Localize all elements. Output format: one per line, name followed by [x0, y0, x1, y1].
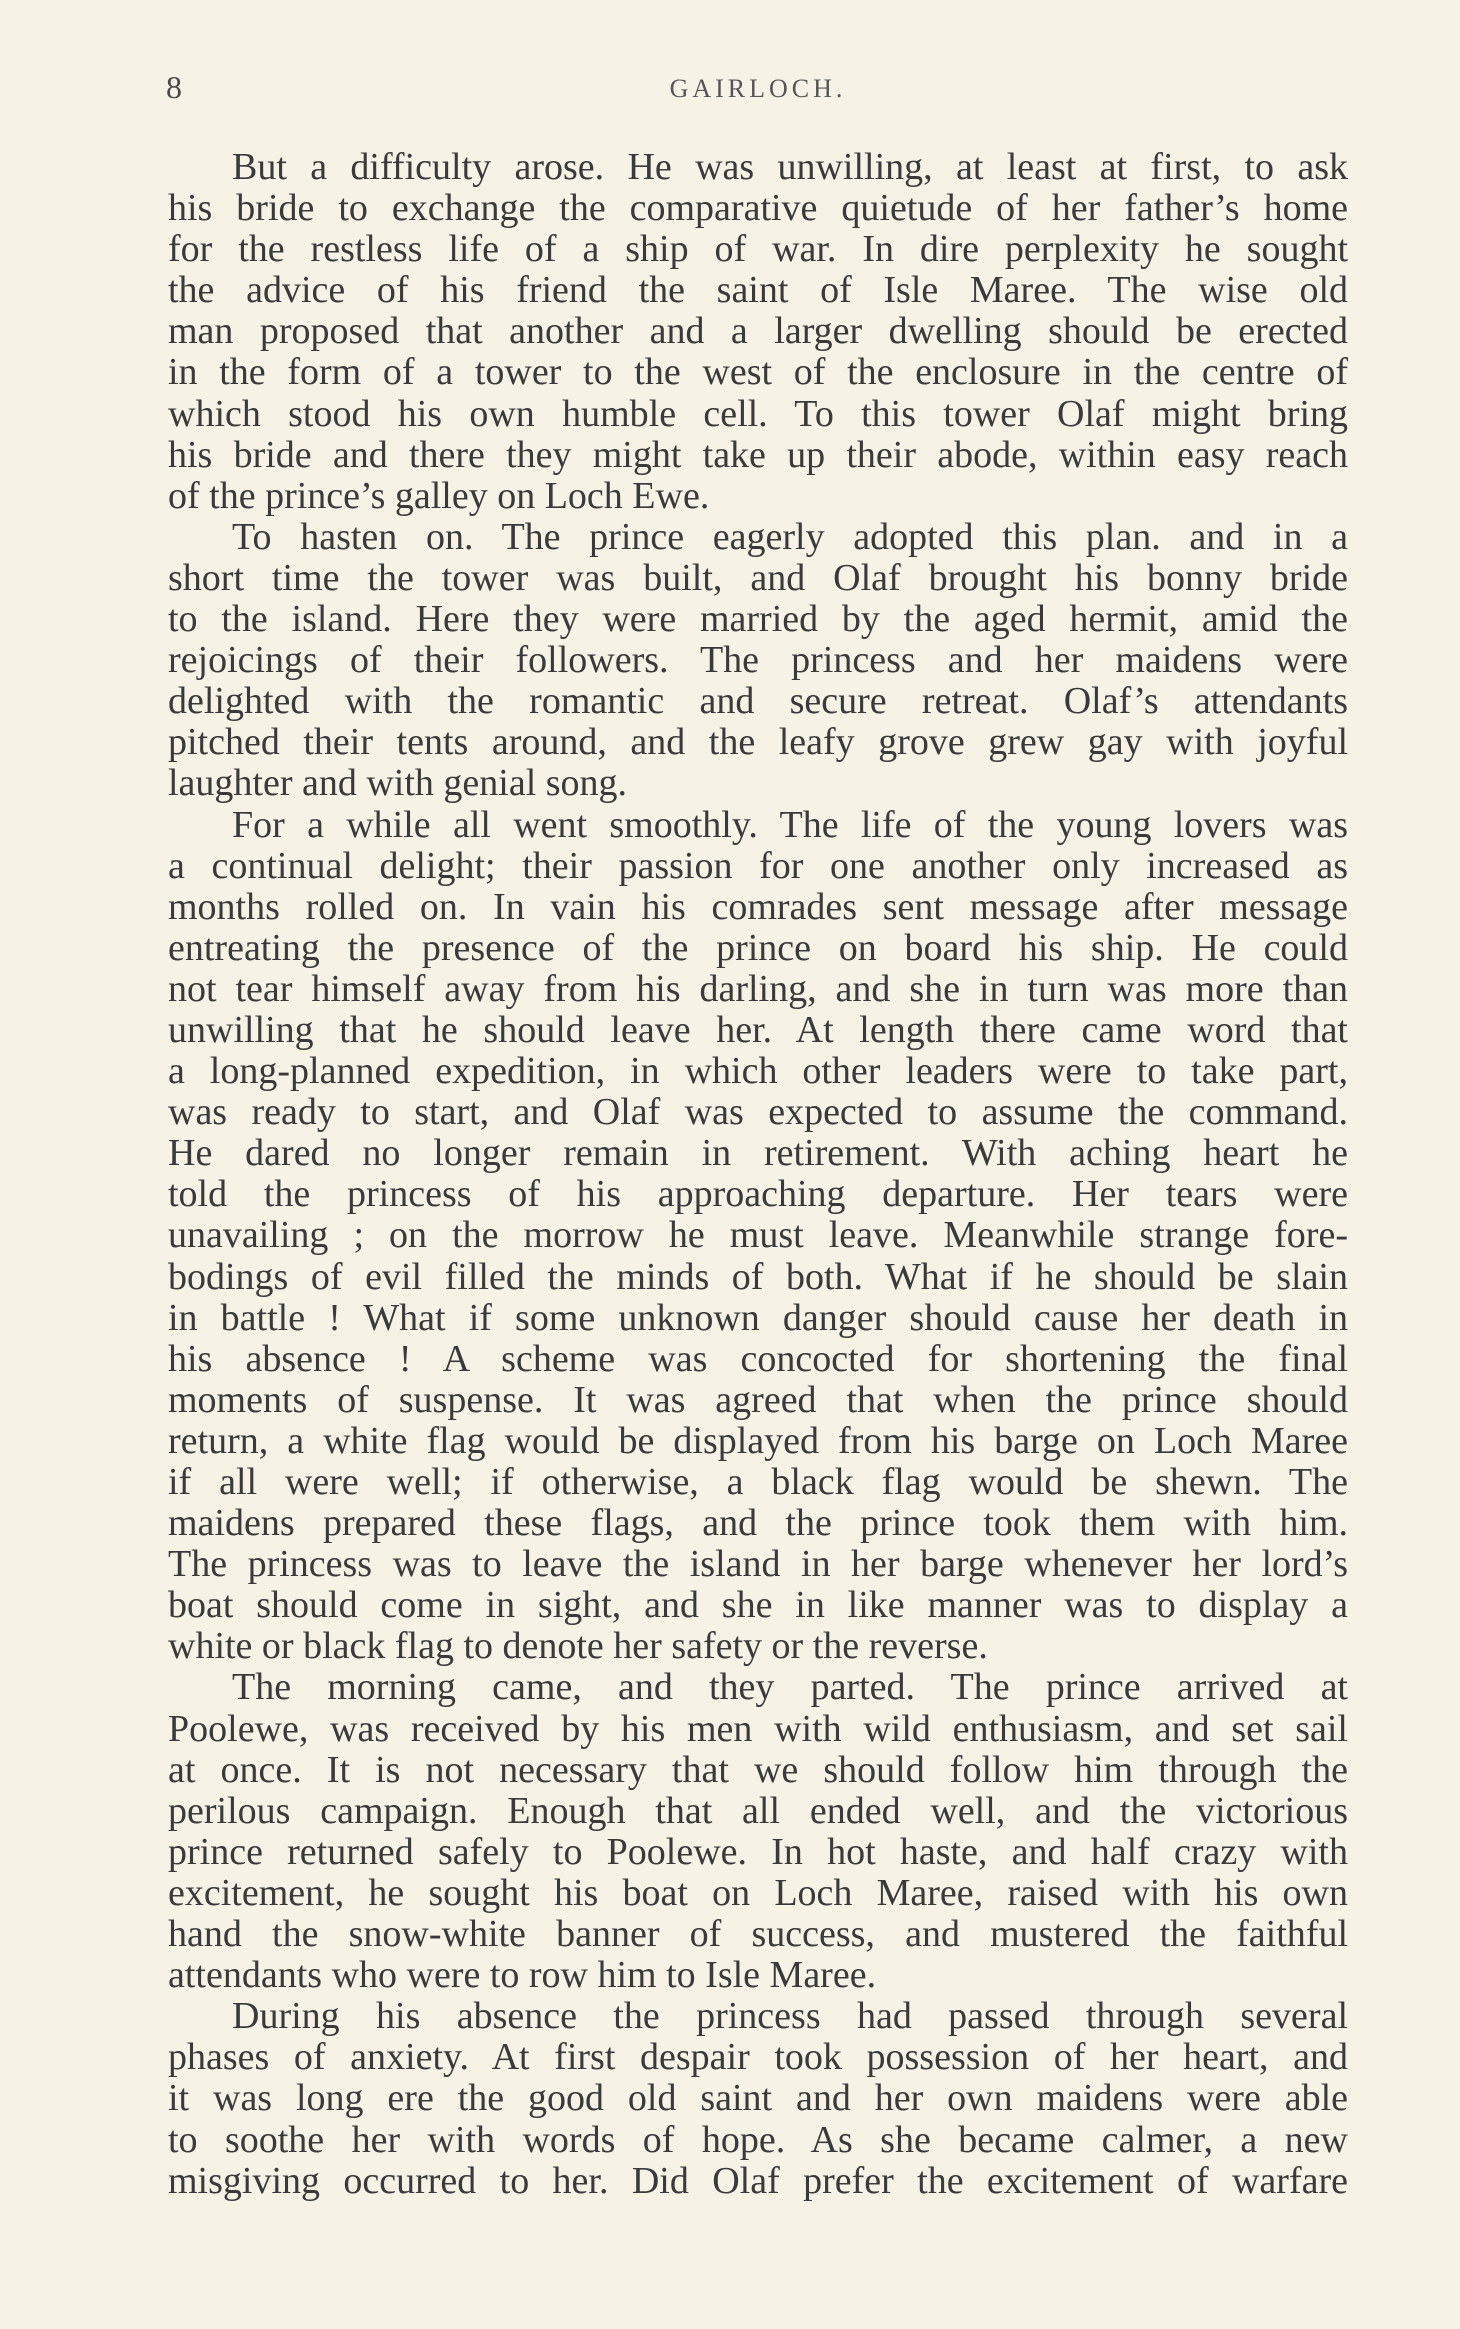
paragraph	[168, 1996, 1348, 2201]
text-line: He dared no longer remain in retirement. With aching heart he	[168, 1132, 1348, 1175]
text-line: in the form of a tower to the west of the enclosure in the centre of	[168, 351, 1348, 394]
text-line: if all were well; if otherwise, a black flag would be shewn. The	[168, 1461, 1348, 1503]
text-line: Poolewe, was received by his men with wild enthusiasm, and set sail	[168, 1707, 1348, 1750]
text-line: it was long ere the good old saint and her own maidens were able	[168, 2077, 1348, 2120]
text-line: excitement, he sought his boat on Loch Maree, raised with his own	[168, 1871, 1348, 1914]
text-line: maidens prepared these flags, and the prince took them with him.	[168, 1502, 1348, 1545]
text-line: the advice of his friend the saint of Isle Maree. The wise old	[168, 269, 1348, 312]
text-line: The princess was to leave the island in her barge whenever her lord’s	[168, 1543, 1348, 1586]
text-line: prince returned safely to Poolewe. In hot haste, and half crazy with	[168, 1830, 1348, 1873]
text-line: During his absence the princess had passed through several	[232, 1995, 1348, 2038]
text-line: which stood his own humble cell. To this tower Olaf might bring	[168, 392, 1348, 435]
text-line: to soothe her with words of hope. As she became calmer, a new	[168, 2118, 1348, 2161]
text-line: short time the tower was built, and Olaf brought his bonny bride	[168, 556, 1348, 599]
text-line: man proposed that another and a larger dwelling should be erected	[168, 310, 1348, 353]
text-line: for the restless life of a ship of war. In dire perplexity he sought	[168, 228, 1348, 271]
text-line: laughter and with genial song.	[168, 762, 628, 805]
text-line: return, a white flag would be displayed from his barge on Loch Maree	[168, 1419, 1348, 1462]
paragraph	[168, 147, 1348, 517]
paragraph	[168, 1667, 1348, 1996]
text-line: unavailing ; on the morrow he must leave. Meanwhile strange fore-	[168, 1214, 1348, 1257]
text-line: attendants who were to row him to Isle Maree.	[168, 1954, 877, 1997]
text-line: his bride and there they might take up their abode, within easy reach	[168, 433, 1348, 476]
text-line: boat should come in sight, and she in like manner was to display a	[168, 1584, 1348, 1627]
text-line: moments of suspense. It was agreed that when the prince should	[168, 1378, 1348, 1421]
text-line: a long-planned expedition, in which other leaders were to take part,	[168, 1050, 1348, 1093]
text-line: For a while all went smoothly. The life of the young lovers was	[232, 803, 1348, 846]
text-line: phases of anxiety. At first despair took possession of her heart, and	[168, 2036, 1348, 2079]
text-line: to the island. Here they were married by the aged hermit, amid the	[168, 598, 1348, 641]
text-line: entreating the presence of the prince on board his ship. He could	[168, 926, 1348, 969]
text-line: was ready to start, and Olaf was expected to assume the command.	[168, 1091, 1348, 1134]
text-line: misgiving occurred to her. Did Olaf prefer the excitement of warfare	[168, 2159, 1348, 2202]
text-line: told the princess of his approaching departure. Her tears were	[168, 1173, 1348, 1216]
text-line: unwilling that he should leave her. At length there came word that	[168, 1008, 1348, 1051]
text-line: white or black flag to denote her safety or the reverse.	[168, 1625, 988, 1668]
page-number: 8	[166, 69, 182, 105]
text-line: bodings of evil filled the minds of both. What if he should be slain	[168, 1255, 1348, 1298]
text-line: his absence ! A scheme was concocted for shortening the final	[168, 1337, 1348, 1380]
text-line: his bride to exchange the comparative quietude of her father’s home	[168, 187, 1348, 230]
paragraph	[168, 517, 1348, 805]
text-line: To hasten on. The prince eagerly adopted this plan. and in a	[232, 515, 1348, 558]
paragraph	[168, 805, 1348, 1668]
text-line: a continual delight; their passion for one another only increased as	[168, 844, 1348, 887]
text-line: rejoicings of their followers. The princess and her maidens were	[168, 639, 1348, 682]
text-line: not tear himself away from his darling, and she in turn was more than	[168, 967, 1348, 1010]
text-line: delighted with the romantic and secure retreat. Olaf’s attendants	[168, 680, 1348, 723]
text-line: of the prince’s galley on Loch Ewe.	[168, 474, 710, 517]
text-line: at once. It is not necessary that we should follow him through the	[168, 1748, 1348, 1791]
running-header: GAIRLOCH.	[669, 74, 847, 103]
text-line: in battle ! What if some unknown danger should cause her death in	[168, 1296, 1348, 1339]
text-line: perilous campaign. Enough that all ended well, and the victorious	[168, 1789, 1348, 1832]
text-line: The morning came, and they parted. The prince arrived at	[232, 1666, 1348, 1709]
text-line: hand the snow-white banner of success, and mustered the faithful	[168, 1913, 1348, 1956]
body-text	[168, 147, 1348, 2202]
text-line: months rolled on. In vain his comrades sent message after message	[168, 885, 1348, 928]
text-line: pitched their tents around, and the leafy grove grew gay with joyful	[168, 721, 1348, 764]
text-line: But a difficulty arose. He was unwilling, at least at first, to ask	[232, 146, 1348, 188]
